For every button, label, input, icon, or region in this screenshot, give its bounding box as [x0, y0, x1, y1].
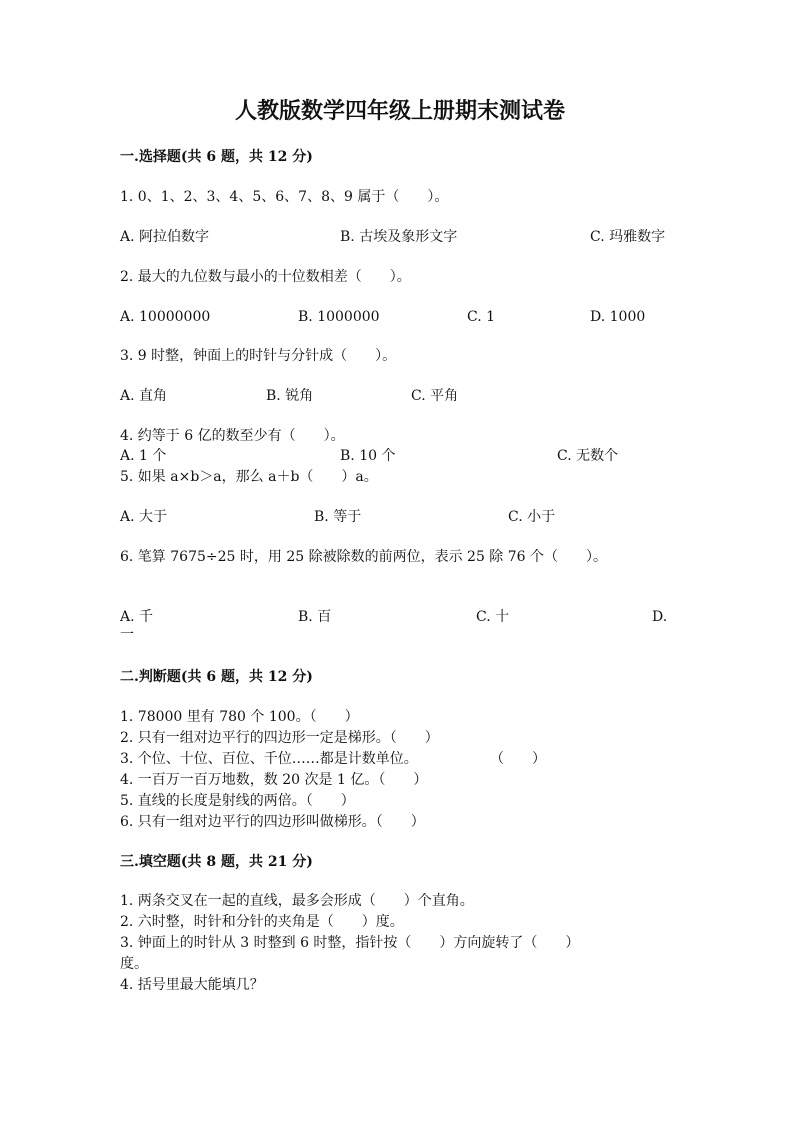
option: D.	[652, 609, 668, 625]
option: C. 平角	[411, 388, 459, 404]
section-heading: 一.选择题(共 6 题，共 12 分)	[120, 149, 313, 165]
question-stem: 4. 括号里最大能填几？	[120, 977, 264, 993]
option: C. 玛雅数字	[590, 229, 666, 245]
answer-blank: （ ）	[490, 751, 546, 767]
option: C. 1	[467, 309, 496, 325]
option: B. 1000000	[298, 309, 380, 325]
option: B. 百	[298, 609, 332, 625]
option: B. 古埃及象形文字	[340, 229, 458, 245]
question-stem: 2. 六时整，时针和分针的夹角是（ ）度。	[120, 914, 404, 930]
question-stem: 3. 个位、十位、百位、千位……都是计数单位。	[120, 751, 418, 767]
question-stem: 6. 只有一组对边平行的四边形叫做梯形。（ ）	[120, 814, 425, 830]
question-stem: 6. 笔算 7675÷25 时，用 25 除被除数的前两位，表示 25 除 76 个（ ）。	[120, 549, 608, 565]
option: A. 阿拉伯数字	[120, 229, 210, 245]
option: C. 无数个	[557, 448, 619, 464]
option: B. 锐角	[266, 388, 314, 404]
option: C. 十	[476, 609, 510, 625]
question-stem: 1. 两条交叉在一起的直线，最多会形成（ ）个直角。	[120, 893, 474, 909]
question-stem: 2. 最大的九位数与最小的十位数相差（ ）。	[120, 269, 411, 285]
question-stem: 5. 直线的长度是射线的两倍。（ ）	[120, 793, 355, 809]
question-stem: 1. 0、1、2、3、4、5、6、7、8、9 属于（ ）。	[120, 189, 449, 205]
question-stem: 4. 一百万一百万地数，数 20 次是 1 亿。（ ）	[120, 772, 428, 788]
option: A. 10000000	[120, 309, 211, 325]
option: D. 1000	[590, 309, 646, 325]
page-title: 人教版数学四年级上册期末测试卷	[234, 98, 565, 124]
question-stem: 5. 如果 a×b＞a，那么 a＋b（ ）a。	[120, 469, 378, 485]
question-stem: 3. 9 时整，钟面上的时针与分针成（ ）。	[120, 348, 397, 364]
question-continuation: 度。	[120, 956, 148, 972]
option: B. 10 个	[340, 448, 396, 464]
option: A. 直角	[120, 388, 168, 404]
option: A. 千	[120, 609, 154, 625]
question-stem: 1. 78000 里有 780 个 100。（ ）	[120, 709, 359, 725]
option-continuation: 一	[120, 627, 134, 643]
section-heading: 三.填空题(共 8 题，共 21 分)	[120, 854, 313, 870]
question-stem: 4. 约等于 6 亿的数至少有（ ）。	[120, 428, 345, 444]
option: C. 小于	[508, 509, 556, 525]
option: B. 等于	[314, 509, 362, 525]
question-stem: 2. 只有一组对边平行的四边形一定是梯形。（ ）	[120, 730, 439, 746]
question-stem: 3. 钟面上的时针从 3 时整到 6 时整，指针按（ ）方向旋转了（ ）	[120, 935, 580, 951]
option: A. 1 个	[120, 448, 167, 464]
section-heading: 二.判断题(共 6 题，共 12 分)	[120, 669, 313, 685]
option: A. 大于	[120, 509, 168, 525]
